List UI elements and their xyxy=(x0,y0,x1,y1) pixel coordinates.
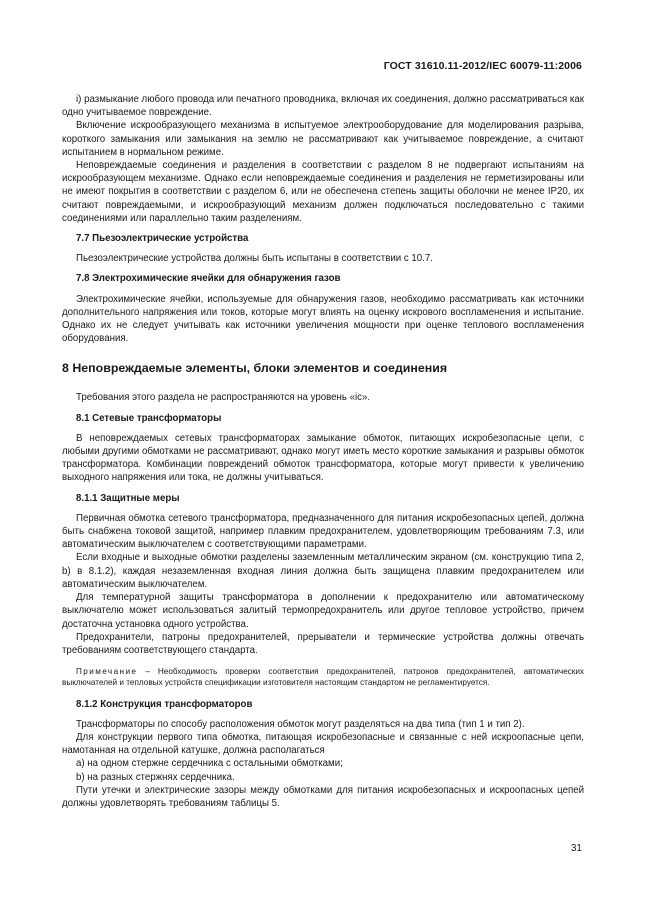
spacer xyxy=(62,485,584,492)
spacer xyxy=(62,286,584,293)
note-label: Примечание xyxy=(76,667,138,677)
section-heading: 8 Неповреждаемые элементы, блоки элементов и соединения xyxy=(62,361,448,376)
spacer xyxy=(62,345,584,360)
body-paragraph: Требования этого раздела не распространяются на уровень «ic». xyxy=(76,392,371,404)
body-paragraph: Если входные и выходные обмотки разделены заземленным металлическим экраном (см. конструкцию типа 2, b) в 8.1.2), каждая незаземленная входная линия должна быть защищена плавким предохранителем или автоматическим выключателем. xyxy=(62,552,584,590)
page-body xyxy=(62,93,584,810)
spacer xyxy=(62,689,584,698)
spacer xyxy=(62,405,584,412)
spacer xyxy=(62,657,584,666)
body-paragraph: Пути утечки и электрические зазоры между обмотками для питания искробезопасных и искроопасных цепей должны удовлетворять требованиям таблицы 5. xyxy=(62,784,584,809)
body-paragraph: Включение искрообразующего механизма в испытуемое электрооборудование для моделирования разрыва, короткого замыкания или замыкания на землю не рассматривают как учитываемое повреждение, а считают испытанием в нормальном режиме. xyxy=(62,120,584,158)
body-paragraph: Неповреждаемые соединения и разделения в соответствии с разделом 8 не подвергают испытаниям на искрообразующем механизме. Однако если неповреждаемые соединения и разделения не герметизированы или не имеют покрытия в соответствии с разделом 6, или не обеспечена степень защиты оболочки не менее IP20, их считают повреждаемыми, и искрообразующий механизм должен подключаться последовательно с такими соединениями или параллельно таким разделениям. xyxy=(62,160,584,224)
spacer xyxy=(62,505,584,512)
body-paragraph: Трансформаторы по способу расположения обмоток могут разделяться на два типа (тип 1 и тип 2). xyxy=(76,718,525,730)
body-paragraph: Электрохимические ячейки, используемые для обнаружения газов, необходимо рассматривать как источники дополнительного напряжения или токов, которые могут влиять на оценку искрового воспламенения и испытание. Однако их не следует учитывать как источники увеличения мощности при оценке теплового воспламенения оборудования. xyxy=(62,293,584,345)
body-paragraph: i) размыкание любого провода или печатного проводника, включая их соединения, должно рассматриваться как одно учитываемое повреждение. xyxy=(62,94,584,119)
standard-header: ГОСТ 31610.11-2012/IEC 60079-11:2006 xyxy=(383,60,582,72)
subsection-heading: 7.7 Пьезоэлектрические устройства xyxy=(76,233,249,245)
spacer xyxy=(62,376,584,391)
body-paragraph: В неповреждаемых сетевых трансформаторах замыкание обмоток, питающих искробезопасные цепи, с любыми другими обмотками не рассматривают, однако могут иметь место короткие замыкания и разрывы обмоток трансформатора. Комбинации повреждений обмоток трансформатора, которые могут привести к увеличению выходного напряжения или тока, не должны учитываться. xyxy=(62,432,584,484)
note-text: – Необходимость проверки соответствия предохранителей, патронов предохранителей, автоматических выключателей и тепловых устройств спецификации изготовителя настоящим стандартом не регламентируется. xyxy=(62,667,584,688)
page-number: 31 xyxy=(570,843,582,854)
list-item: a) на одном стержне сердечника с остальными обмотками; xyxy=(76,758,343,770)
spacer xyxy=(62,245,584,252)
body-paragraph: Первичная обмотка сетевого трансформатора, предназначенного для питания искробезопасных цепей, должна быть снабжена токовой защитой, например плавким предохранителем, удовлетворяющим требованиям 7.3, или автоматическим выключателем с соответствующими параметрами. xyxy=(62,512,584,551)
body-paragraph: Пьезоэлектрические устройства должны быть испытаны в соответствии с 10.7. xyxy=(76,253,433,265)
subsection-heading: 7.8 Электрохимические ячейки для обнаружения газов xyxy=(76,273,341,285)
spacer xyxy=(62,425,584,432)
body-paragraph: Предохранители, патроны предохранителей, прерыватели и термические устройства должны отвечать требованиям соответствующего стандарта. xyxy=(62,631,584,656)
spacer xyxy=(62,711,584,718)
body-paragraph: Для конструкции первого типа обмотка, питающая искробезопасные и связанные с ней искроопасные цепи, намотанная на отдельной катушке, должна располагаться xyxy=(62,731,584,757)
spacer xyxy=(62,265,584,272)
subsection-heading: 8.1 Сетевые трансформаторы xyxy=(76,412,222,424)
spacer xyxy=(62,225,584,232)
list-item: b) на разных стержнях сердечника. xyxy=(76,771,235,783)
body-paragraph: Для температурной защиты трансформатора в дополнении к предохранителю или автоматическому выключателю может использоваться залитый термопредохранитель или другое тепловое устройство, причем достаточна установка одного устройства. xyxy=(62,592,584,630)
subsection-heading: 8.1.1 Защитные меры xyxy=(76,492,180,504)
note-paragraph xyxy=(62,666,584,688)
subsection-heading: 8.1.2 Конструкция трансформаторов xyxy=(76,698,253,710)
